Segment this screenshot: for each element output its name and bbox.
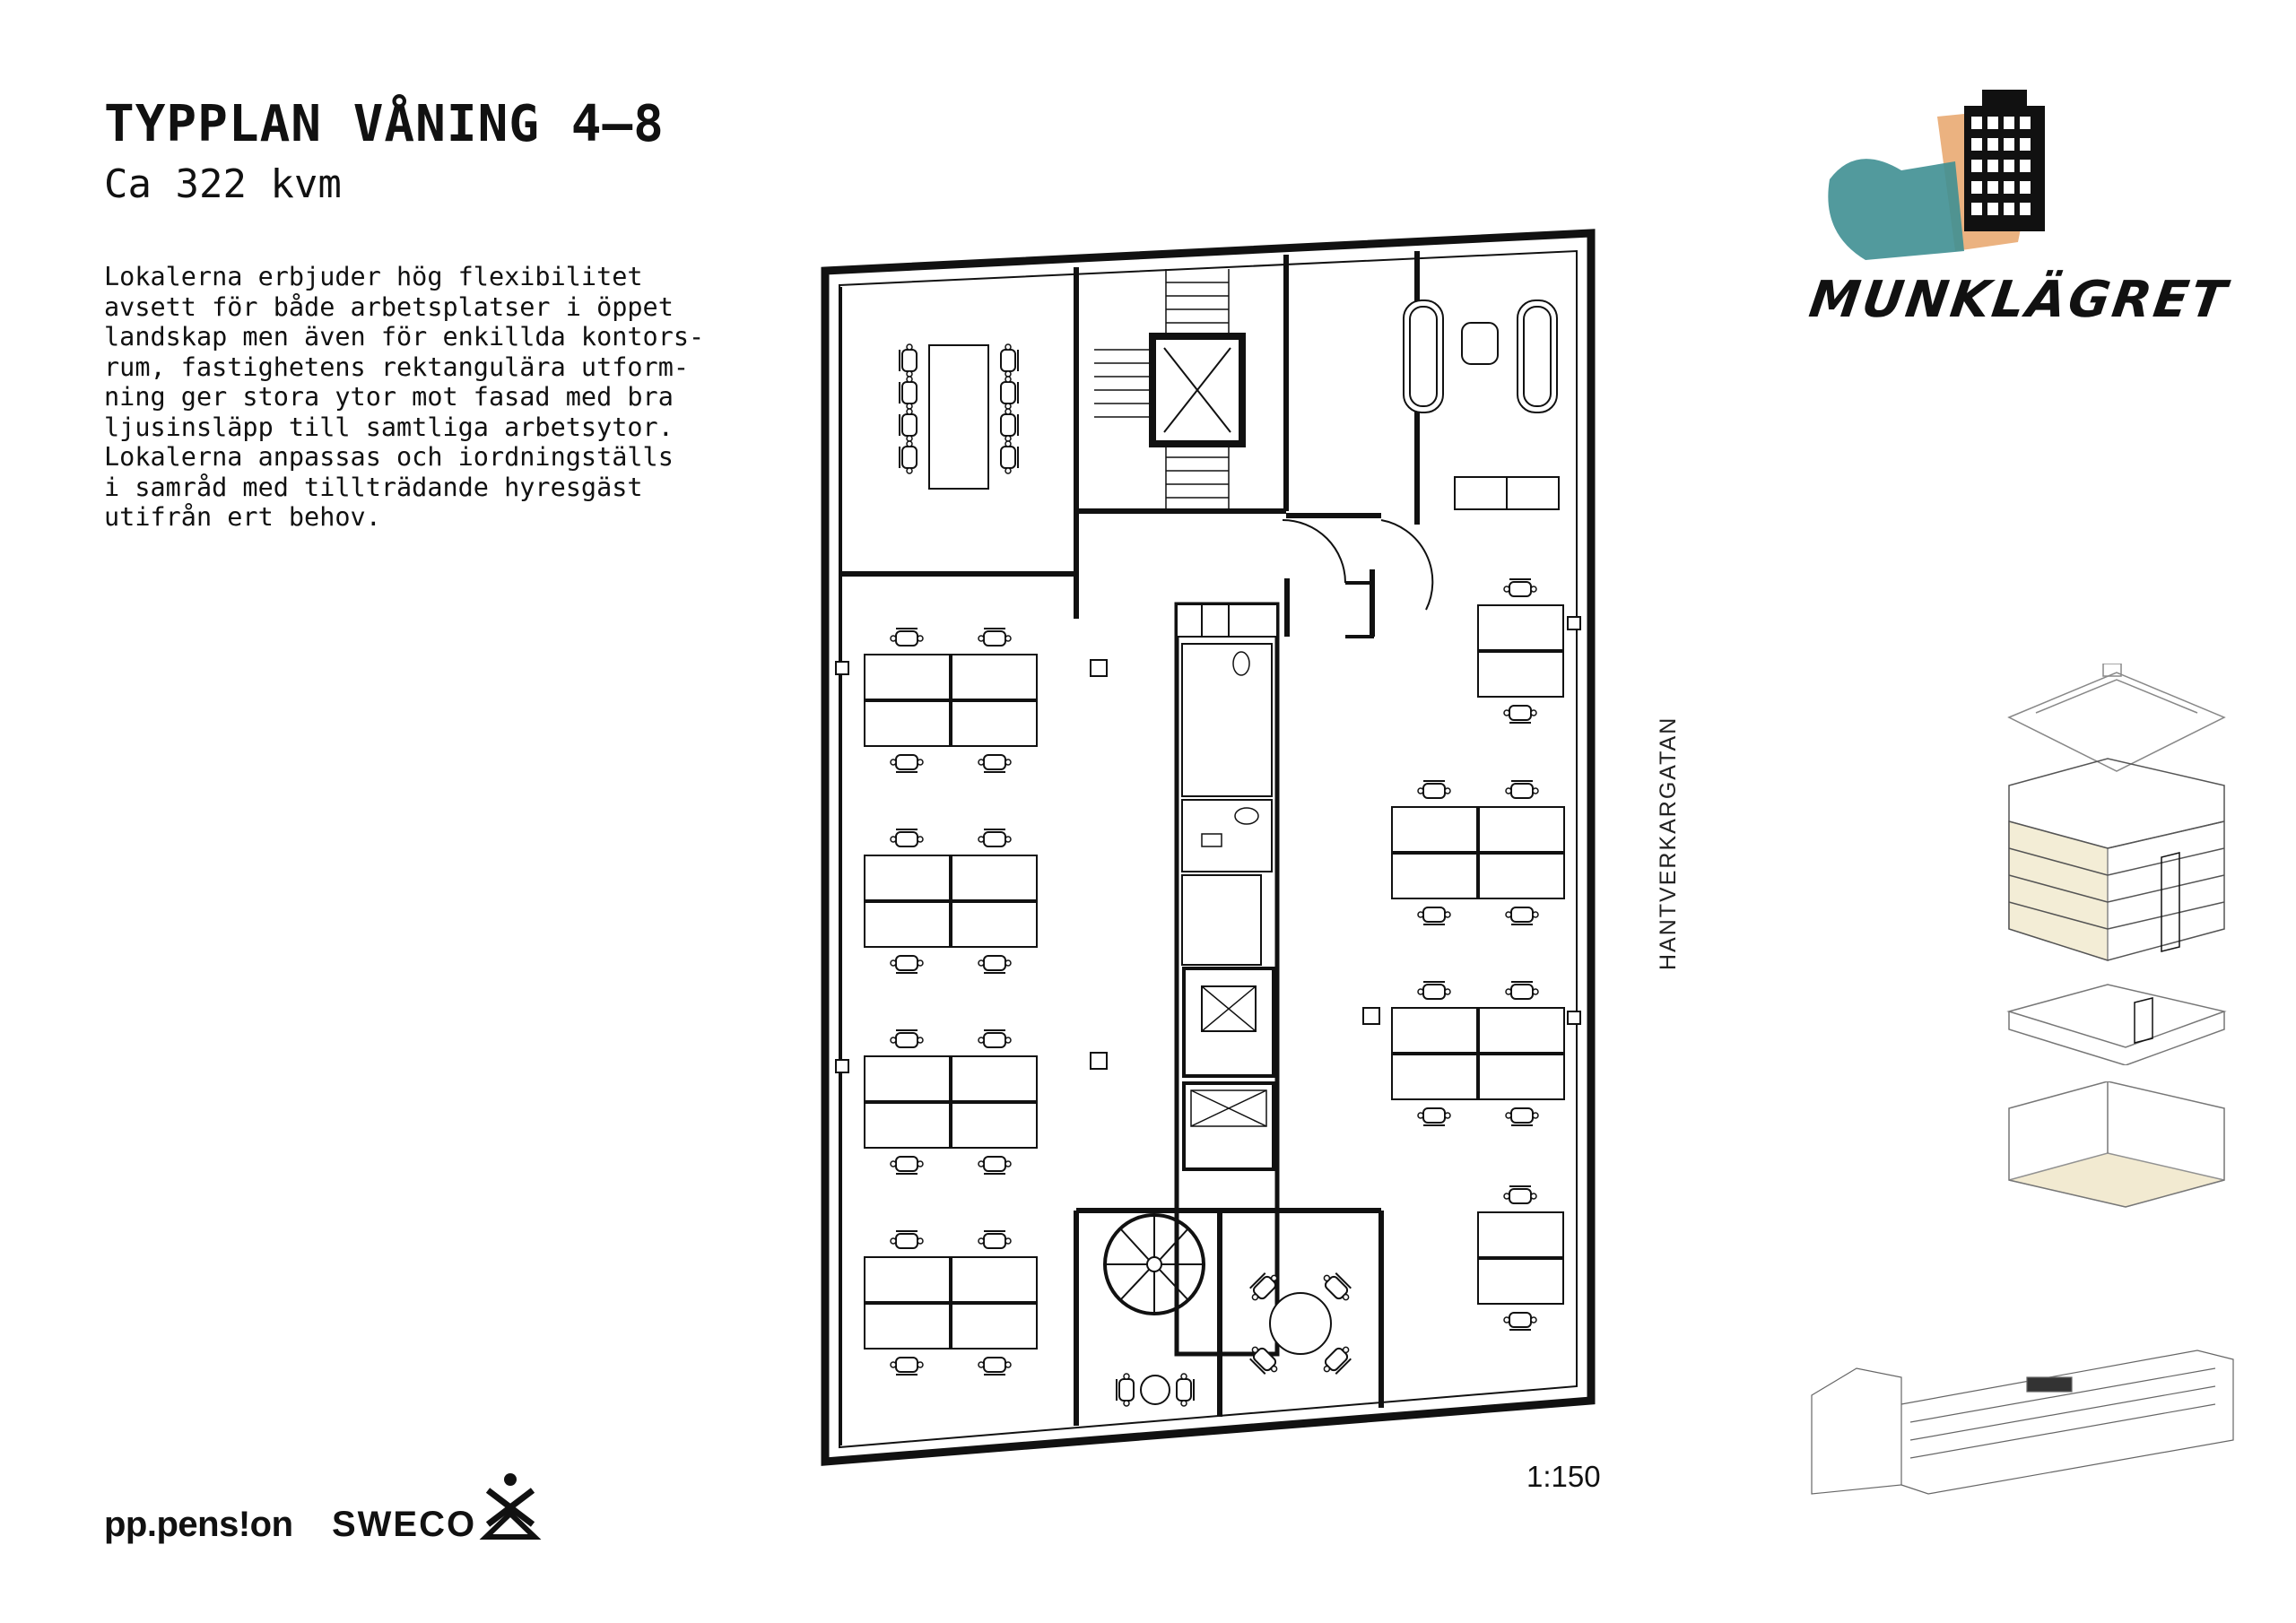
description-line: Lokalerna erbjuder hög flexibilitet bbox=[104, 262, 643, 291]
sweco-logo: SWECO bbox=[332, 1505, 477, 1544]
munklagret-logo bbox=[1803, 81, 2099, 260]
page-title: TYPPLAN VÅNING 4–8 bbox=[104, 95, 665, 153]
floor-area: Ca 322 kvm bbox=[104, 161, 342, 207]
pp-pension-logo: pp.pens!on bbox=[104, 1505, 293, 1544]
description-line: Lokalerna anpassas och iordningställs bbox=[104, 442, 674, 472]
description-line: ljusinsläpp till samtliga arbetsytor. bbox=[104, 412, 674, 442]
isometric-floor-highlight bbox=[2000, 1081, 2233, 1225]
entrance-door bbox=[1283, 520, 1432, 637]
spiral-stair bbox=[1105, 1215, 1204, 1314]
sweco-mark-icon bbox=[479, 1471, 542, 1542]
service-core bbox=[1177, 604, 1277, 1354]
workstations-right bbox=[1392, 579, 1564, 1330]
interior-walls bbox=[839, 251, 1417, 1426]
description-line: rum, fastighetens rektangulära utform- bbox=[104, 352, 690, 382]
munklagret-wordmark: MUNKLÄGRET bbox=[1805, 271, 2232, 329]
isometric-floor-detail bbox=[2000, 976, 2233, 1065]
description-line: ning ger stora ytor mot fasad med bra bbox=[104, 382, 674, 412]
scale-label: 1:150 bbox=[1526, 1460, 1601, 1493]
small-meeting-table bbox=[1117, 1374, 1194, 1406]
lounge bbox=[1404, 300, 1559, 509]
street-label: HANTVERKARGATAN bbox=[1656, 716, 1681, 970]
description-line: i samråd med tillträdande hyresgäst bbox=[104, 472, 643, 502]
description-line: landskap men även för enkillda kontors- bbox=[104, 322, 705, 352]
round-table bbox=[1246, 1269, 1354, 1377]
isometric-building-section bbox=[2000, 750, 2233, 965]
description-line: utifrån ert behov. bbox=[104, 502, 381, 532]
isometric-block-overview bbox=[1803, 1341, 2242, 1539]
workstations-left bbox=[865, 629, 1037, 1375]
conference-room bbox=[900, 344, 1018, 489]
description-line: avsett för både arbetsplatser i öppet bbox=[104, 291, 674, 322]
floor-plan bbox=[807, 215, 1614, 1497]
stair-core bbox=[1094, 269, 1242, 511]
description bbox=[104, 262, 732, 533]
